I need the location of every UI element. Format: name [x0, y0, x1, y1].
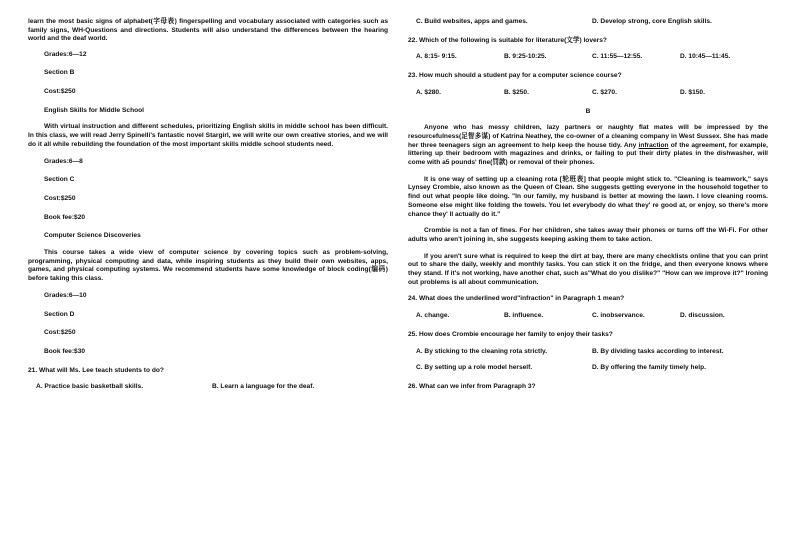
- question-24-options: [408, 312, 768, 321]
- question-25: 25. How does Crombie encourage her family to enjoy their tasks?: [408, 330, 613, 338]
- question-21-options-cont: [408, 18, 768, 27]
- english-course-title: English Skills for Middle School: [44, 106, 145, 114]
- underlined-word-infraction: infraction: [638, 141, 669, 149]
- cs-cost: Cost:$250: [44, 329, 76, 337]
- cs-course-title: Computer Science Discoveries: [44, 232, 141, 240]
- q23-option-d: D. $150.: [680, 88, 705, 96]
- cs-book-fee: Book fee:$30: [44, 347, 86, 355]
- question-22-options: [408, 53, 768, 62]
- q21-option-b: B. Learn a language for the deaf.: [212, 383, 315, 391]
- question-26: 26. What can we infer from Paragraph 3?: [408, 382, 536, 390]
- section-b-heading: B: [585, 107, 591, 115]
- q21-option-a: A. Practice basic basketball skills.: [36, 383, 144, 391]
- right-column: [408, 18, 768, 400]
- cs-course-body: This course takes a wide view of computer science by covering topics such as problem-solving, programming, physical computing and data, while inspiring students as they build their own websites, apps, games, and physical computing systems. We recommend students have some knowledge of block coding(编码) before taking this class.: [28, 249, 388, 283]
- cs-grades: Grades:6—10: [44, 291, 87, 299]
- q22-option-b: B. 9:25-10:25.: [504, 53, 547, 61]
- asl-section: Section B: [44, 69, 75, 77]
- q24-option-c: C. inobservance.: [592, 312, 645, 320]
- passage-b-paragraph-1: [408, 124, 768, 168]
- question-24: 24. What does the underlined word"infraction" in Paragraph 1 mean?: [408, 295, 625, 303]
- cs-section: Section D: [44, 310, 75, 318]
- q23-option-c: C. $270.: [592, 88, 617, 96]
- q22-option-a: A. 8:15- 9:15.: [416, 53, 457, 61]
- passage-b-paragraph-3: Crombie is not a fan of fines. For her children, she takes away their phones or turns off the Wi-Fi. For other adults who aren't joining in, she suggests keeping asking them to take action.: [408, 227, 768, 243]
- question-22: 22. Which of the following is suitable for literature(文学) lovers?: [408, 36, 607, 44]
- q22-option-c: C. 11:55—12:55.: [592, 53, 643, 61]
- q21-option-d: D. Develop strong, core English skills.: [592, 18, 712, 25]
- question-25-options: [408, 348, 768, 373]
- q25-option-c: C. By setting up a role model herself.: [416, 364, 533, 372]
- english-grades: Grades:6—8: [44, 157, 83, 165]
- q24-option-a: A. change.: [416, 312, 450, 320]
- question-21: 21. What will Ms. Lee teach students to do?: [28, 366, 164, 374]
- p1-text-before: Anyone who has messy children, lazy partners or naughty flat mates will be impressed by the resourcefulness(足智多谋) of Katrina Neathey, the co-owner of a cleaning company in West Sussex. She has made her three teenagers sign an agreement to help keep the house tidy. Any: [408, 124, 768, 149]
- english-cost: Cost:$250: [44, 194, 76, 202]
- p1-text-after: of the agreement, for example, littering up their bedroom with magazines and drinks, or failing to put their dirty plates in the dishwasher, will come with a5 pounds' fine(罚款) or removal of their phones.: [408, 141, 768, 167]
- q23-option-a: A. $280.: [416, 88, 441, 96]
- english-book-fee: Book fee:$20: [44, 213, 86, 221]
- q23-option-b: B. $250.: [504, 88, 529, 96]
- q24-option-d: D. discussion.: [680, 312, 725, 320]
- asl-intro-text: learn the most basic signs of alphabet(字母表) fingerspelling and vocabulary associated with categories such as family signs, WH-Questions and directions. Students will also understand the differences between the hearing world and the deaf world.: [28, 18, 388, 43]
- passage-b-paragraph-2: It is one way of setting up a cleaning rota [轮班表] that people might stick to. "Cleaning is teamwork," says Lynsey Crombie, also known as the Queen of Clean. She suggests getting everyone in the household together to find out what people like doing. "In our family, my husband is better at mowing the lawn. I love cleaning rooms. Someone else might like folding the towels. You let everybody do what they' re good at, or enjoy, so there's more chance they' ll actually do it.": [408, 175, 768, 218]
- question-21-options: [28, 383, 388, 392]
- q25-option-b: B. By dividing tasks according to interest.: [592, 347, 724, 355]
- q22-option-d: D. 10:45—11:45.: [680, 53, 731, 61]
- q25-option-d: D. By offering the family timely help.: [592, 364, 706, 372]
- question-23: 23. How much should a student pay for a computer science course?: [408, 72, 622, 80]
- passage-b-paragraph-4: If you aren't sure what is required to keep the dirt at bay, there are many checklists online that you can print out to share the daily, weekly and monthly tasks. You can stick it on the fridge, and then everyone knows where they stand. If it's not working, have another chat, such as"What do you dislike?" "How can we improve it?" Ironing out problems is all about communication.: [408, 252, 768, 286]
- q21-option-c: C. Build websites, apps and games.: [416, 18, 528, 25]
- english-course-body: With virtual instruction and different schedules, prioritizing English skills in middle school has been difficult. In this class, we will read Jerry Spinelli's fantastic novel Stargirl, we will write our own creative stories, and we will do it all while rebuilding the foundation of the most important skills middle school students need.: [28, 123, 388, 148]
- asl-grades: Grades:6—12: [44, 50, 87, 58]
- q24-option-b: B. influence.: [504, 312, 544, 320]
- q25-option-a: A. By sticking to the cleaning rota strictly.: [416, 347, 548, 355]
- english-section: Section C: [44, 176, 75, 184]
- asl-cost: Cost:$250: [44, 88, 76, 96]
- question-23-options: [408, 89, 768, 98]
- left-column: [28, 18, 388, 402]
